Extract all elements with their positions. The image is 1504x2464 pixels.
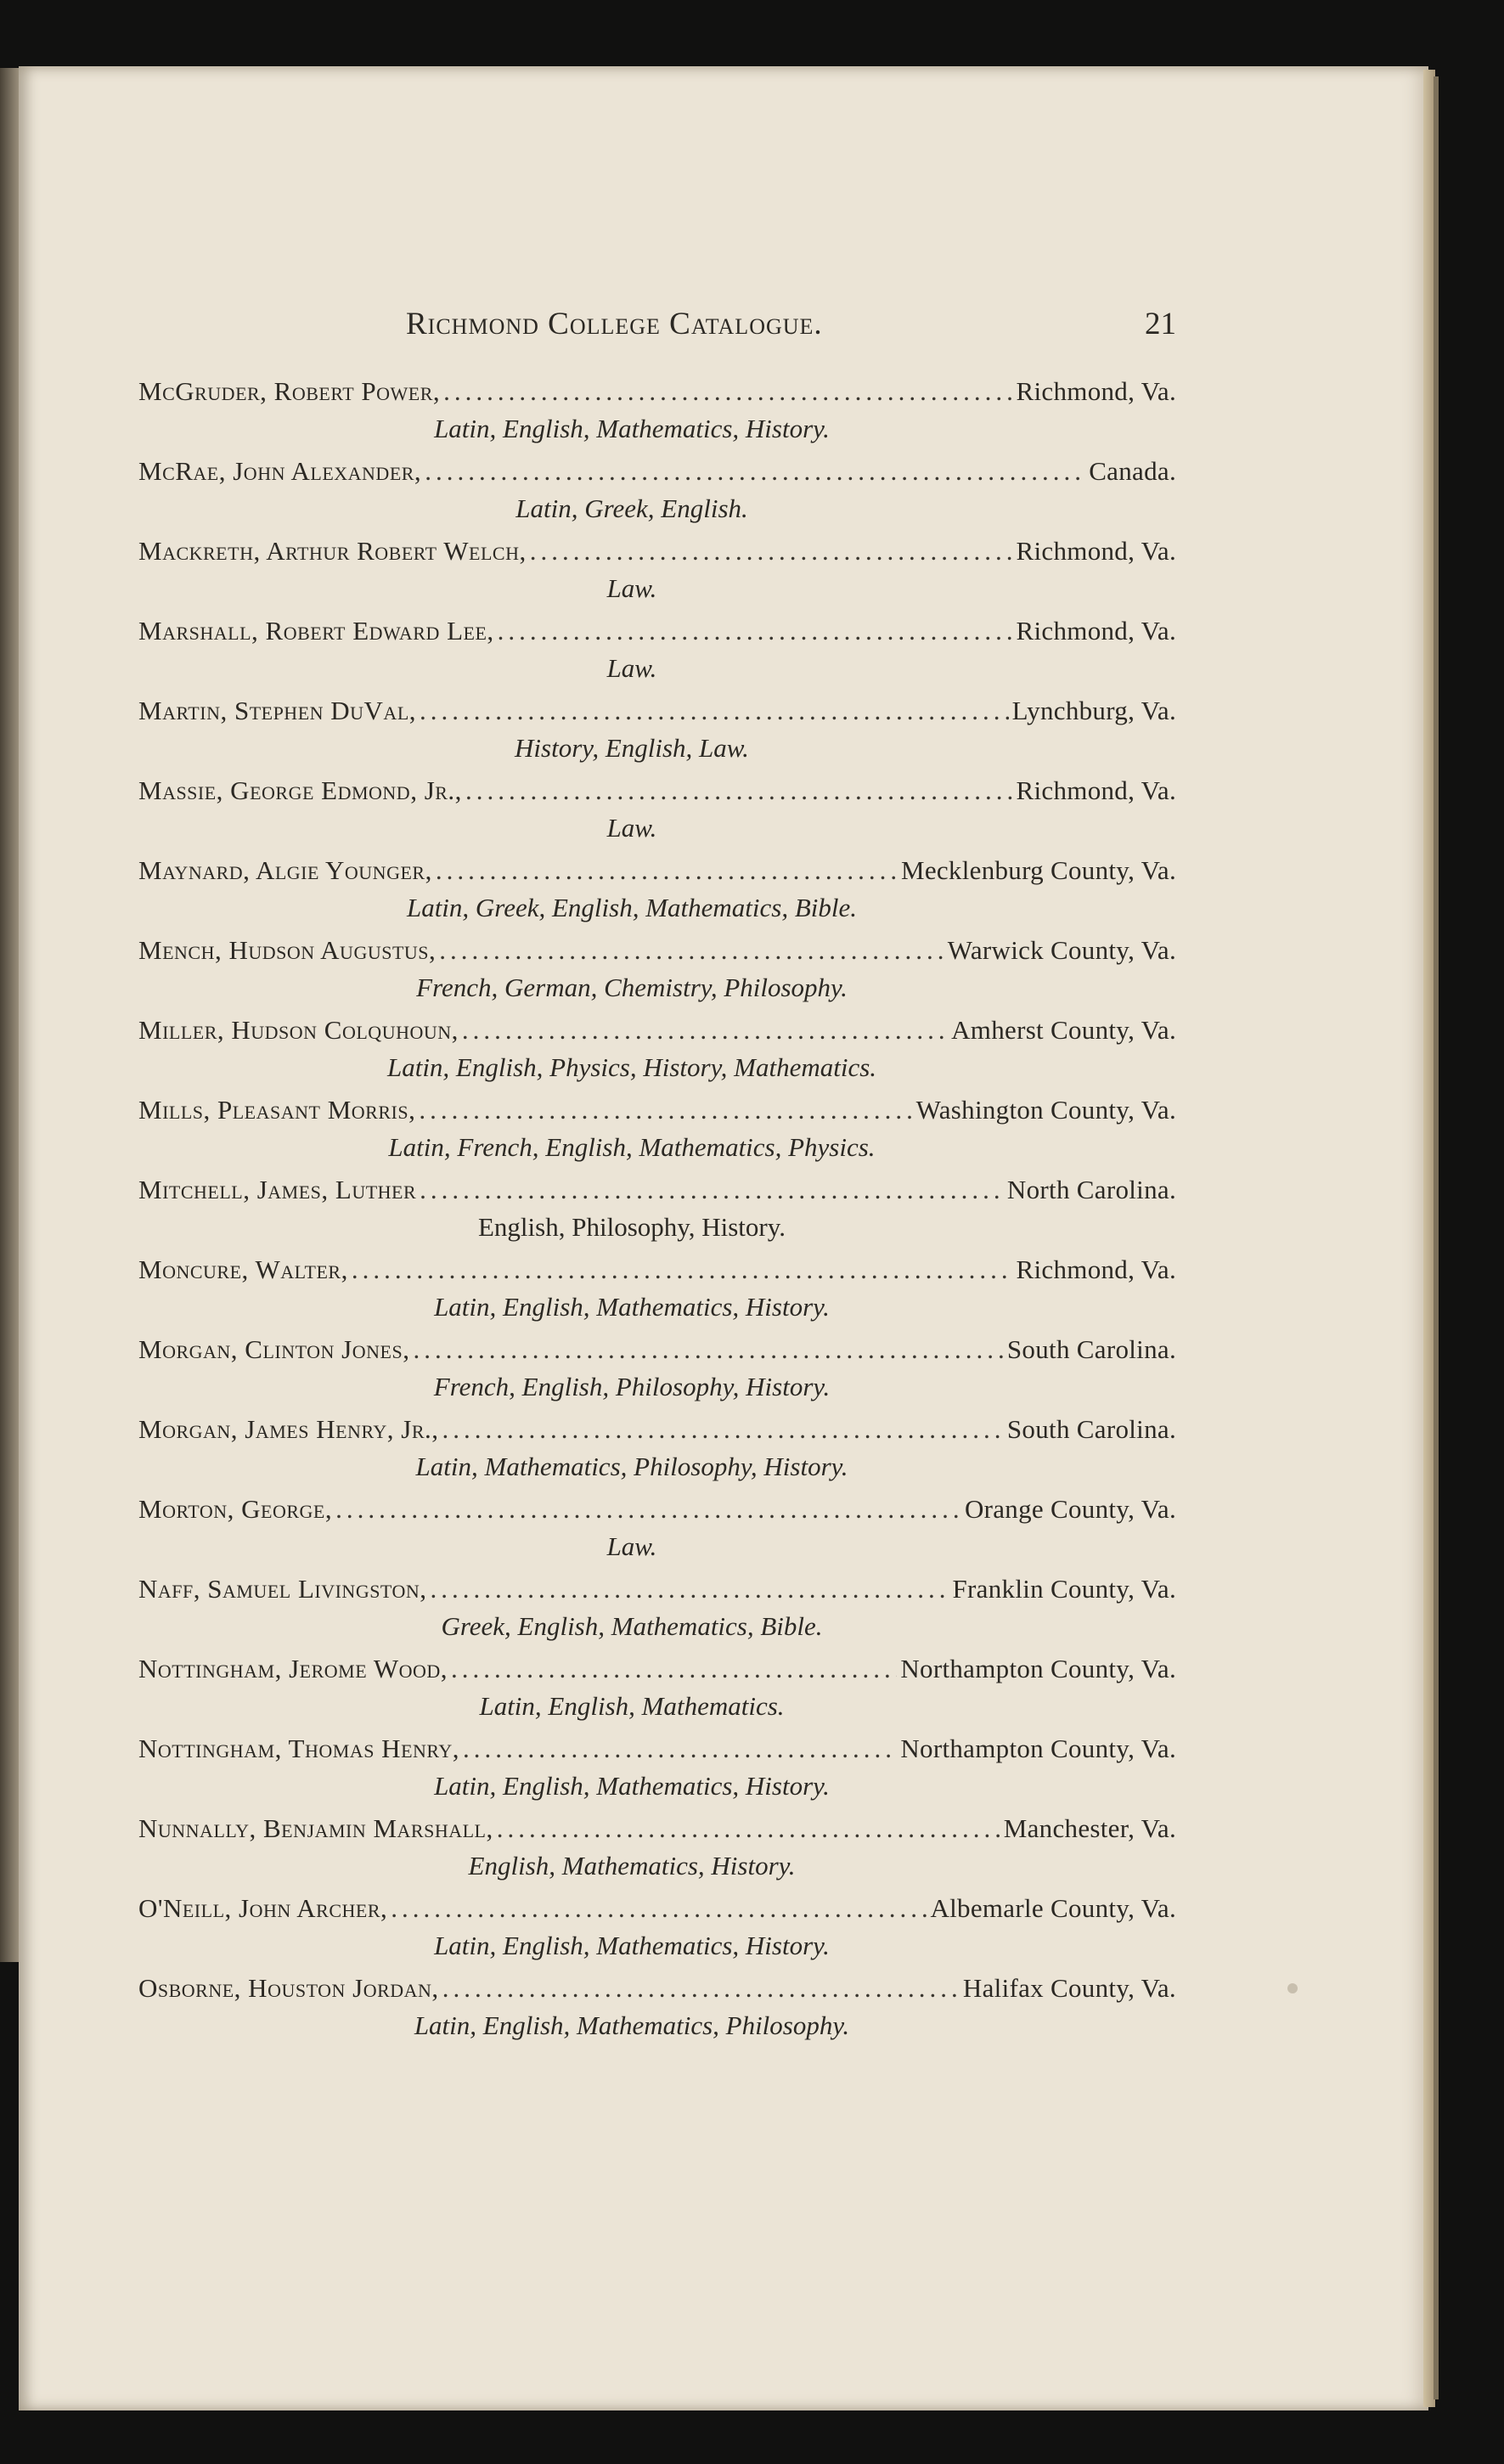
student-residence: Franklin County, Va. [952, 1574, 1176, 1604]
dot-leader [443, 372, 1012, 411]
student-entry [138, 691, 1176, 771]
dot-leader [451, 1649, 897, 1689]
student-studies: Latin, French, English, Mathematics, Physics. [388, 1132, 876, 1162]
student-entry [138, 1330, 1176, 1410]
student-name: O'Neill, John Archer, [138, 1893, 388, 1923]
student-name: Maynard, Algie Younger, [138, 855, 432, 885]
student-entry [138, 931, 1176, 1011]
student-studies: English, Mathematics, History. [468, 1851, 796, 1880]
student-residence: Halifax County, Va. [962, 1973, 1176, 2003]
student-entry [138, 1889, 1176, 1969]
student-name: Nottingham, Jerome Wood, [138, 1654, 448, 1683]
student-name: McGruder, Robert Power, [138, 376, 441, 406]
dot-leader [419, 1091, 912, 1130]
student-name: Morgan, James Henry, Jr., [138, 1414, 439, 1444]
student-studies: Law. [606, 653, 657, 683]
student-studies: Latin, English, Mathematics, History. [434, 1931, 830, 1960]
running-head [138, 306, 1176, 350]
dot-leader [431, 1570, 949, 1609]
student-name: McRae, John Alexander, [138, 456, 422, 486]
student-residence: Albemarle County, Va. [930, 1893, 1176, 1923]
student-residence: Canada. [1089, 456, 1176, 486]
dot-leader [420, 1170, 1004, 1209]
student-list [138, 372, 1176, 2049]
student-name: Nottingham, Thomas Henry, [138, 1734, 459, 1763]
student-entry [138, 372, 1176, 452]
dot-leader [498, 612, 1013, 651]
dot-leader [425, 452, 1085, 491]
dot-leader [497, 1809, 1000, 1848]
dot-leader [335, 1490, 961, 1529]
student-studies: Latin, Greek, English, Mathematics, Bible. [406, 893, 858, 922]
student-name: Mackreth, Arthur Robert Welch, [138, 536, 527, 566]
student-name: Nunnally, Benjamin Marshall, [138, 1813, 493, 1843]
student-name: Mench, Hudson Augustus, [138, 935, 437, 965]
dot-leader [436, 851, 898, 890]
student-studies: History, English, Law. [515, 733, 749, 763]
student-name: Mills, Pleasant Morris, [138, 1095, 416, 1125]
student-residence: Amherst County, Va. [951, 1015, 1176, 1045]
student-residence: Warwick County, Va. [947, 935, 1176, 965]
student-studies: Latin, English, Mathematics, Philosophy. [414, 2010, 850, 2040]
student-entry [138, 1809, 1176, 1889]
student-name: Osborne, Houston Jordan, [138, 1973, 439, 2003]
student-entry [138, 1649, 1176, 1729]
student-residence: South Carolina. [1006, 1414, 1176, 1444]
student-studies: Latin, English, Mathematics. [479, 1691, 785, 1721]
dot-leader [530, 532, 1013, 571]
student-residence: Washington County, Va. [915, 1095, 1176, 1125]
student-entry [138, 1170, 1176, 1250]
student-residence: Richmond, Va. [1016, 775, 1176, 805]
student-name: Miller, Hudson Colquhoun, [138, 1015, 459, 1045]
student-studies: French, English, Philosophy, History. [433, 1372, 831, 1401]
student-residence: North Carolina. [1006, 1175, 1176, 1204]
student-studies: Latin, English, Mathematics, History. [434, 1292, 830, 1322]
student-studies: Latin, English, Mathematics, History. [434, 1771, 830, 1801]
student-residence: Northampton County, Va. [900, 1654, 1176, 1683]
dot-leader [352, 1250, 1013, 1289]
dot-leader [391, 1889, 927, 1928]
student-entry [138, 1969, 1176, 2049]
student-entry [138, 851, 1176, 931]
student-studies: Law. [606, 813, 657, 843]
running-title: Richmond College Catalogue. [406, 307, 823, 341]
student-name: Marshall, Robert Edward Lee, [138, 616, 494, 646]
paper-speck [1287, 1983, 1298, 1993]
dot-leader [442, 1410, 1004, 1449]
student-studies: Law. [606, 573, 657, 603]
dot-leader [462, 1011, 948, 1050]
student-entry [138, 1250, 1176, 1330]
student-entry [138, 612, 1176, 691]
student-entry [138, 1410, 1176, 1490]
student-residence: Northampton County, Va. [900, 1734, 1176, 1763]
student-residence: Orange County, Va. [964, 1494, 1176, 1524]
student-studies: French, German, Chemistry, Philosophy. [416, 973, 848, 1002]
student-studies: Latin, Greek, English. [515, 493, 748, 523]
student-entry [138, 771, 1176, 851]
dot-leader [413, 1330, 1003, 1369]
student-entry [138, 1490, 1176, 1570]
student-entry [138, 532, 1176, 612]
student-residence: South Carolina. [1006, 1334, 1176, 1364]
dot-leader [442, 1969, 960, 2008]
student-name: Martin, Stephen DuVal, [138, 696, 417, 725]
student-studies: English, Philosophy, History. [478, 1212, 786, 1242]
student-residence: Mecklenburg County, Va. [900, 855, 1176, 885]
student-entry [138, 1011, 1176, 1091]
student-name: Morton, George, [138, 1494, 333, 1524]
student-entry [138, 1729, 1176, 1809]
page-content [138, 306, 1176, 2049]
student-studies: Law. [606, 1531, 657, 1561]
student-residence: Lynchburg, Va. [1011, 696, 1176, 725]
student-residence: Richmond, Va. [1016, 1255, 1176, 1284]
student-residence: Richmond, Va. [1016, 616, 1176, 646]
student-studies: Greek, English, Mathematics, Bible. [441, 1611, 823, 1641]
student-residence: Manchester, Va. [1003, 1813, 1176, 1843]
dot-leader [465, 771, 1013, 810]
student-entry [138, 452, 1176, 532]
student-residence: Richmond, Va. [1016, 376, 1176, 406]
student-entry [138, 1570, 1176, 1649]
student-entry [138, 1091, 1176, 1170]
cover-edge [1434, 76, 1439, 2399]
student-name: Morgan, Clinton Jones, [138, 1334, 410, 1364]
student-name: Massie, George Edmond, Jr., [138, 775, 462, 805]
student-name: Mitchell, James, Luther [138, 1175, 417, 1204]
student-studies: Latin, English, Physics, History, Mathematics. [386, 1052, 877, 1082]
dot-leader [439, 931, 944, 970]
student-name: Naff, Samuel Livingston, [138, 1574, 427, 1604]
student-studies: Latin, English, Mathematics, History. [434, 414, 830, 443]
dot-leader [463, 1729, 897, 1768]
student-name: Moncure, Walter, [138, 1255, 348, 1284]
page-number: 21 [1145, 307, 1176, 341]
student-residence: Richmond, Va. [1016, 536, 1176, 566]
student-studies: Latin, Mathematics, Philosophy, History. [415, 1452, 848, 1481]
dot-leader [420, 691, 1009, 730]
facing-page-edge [0, 68, 19, 1962]
